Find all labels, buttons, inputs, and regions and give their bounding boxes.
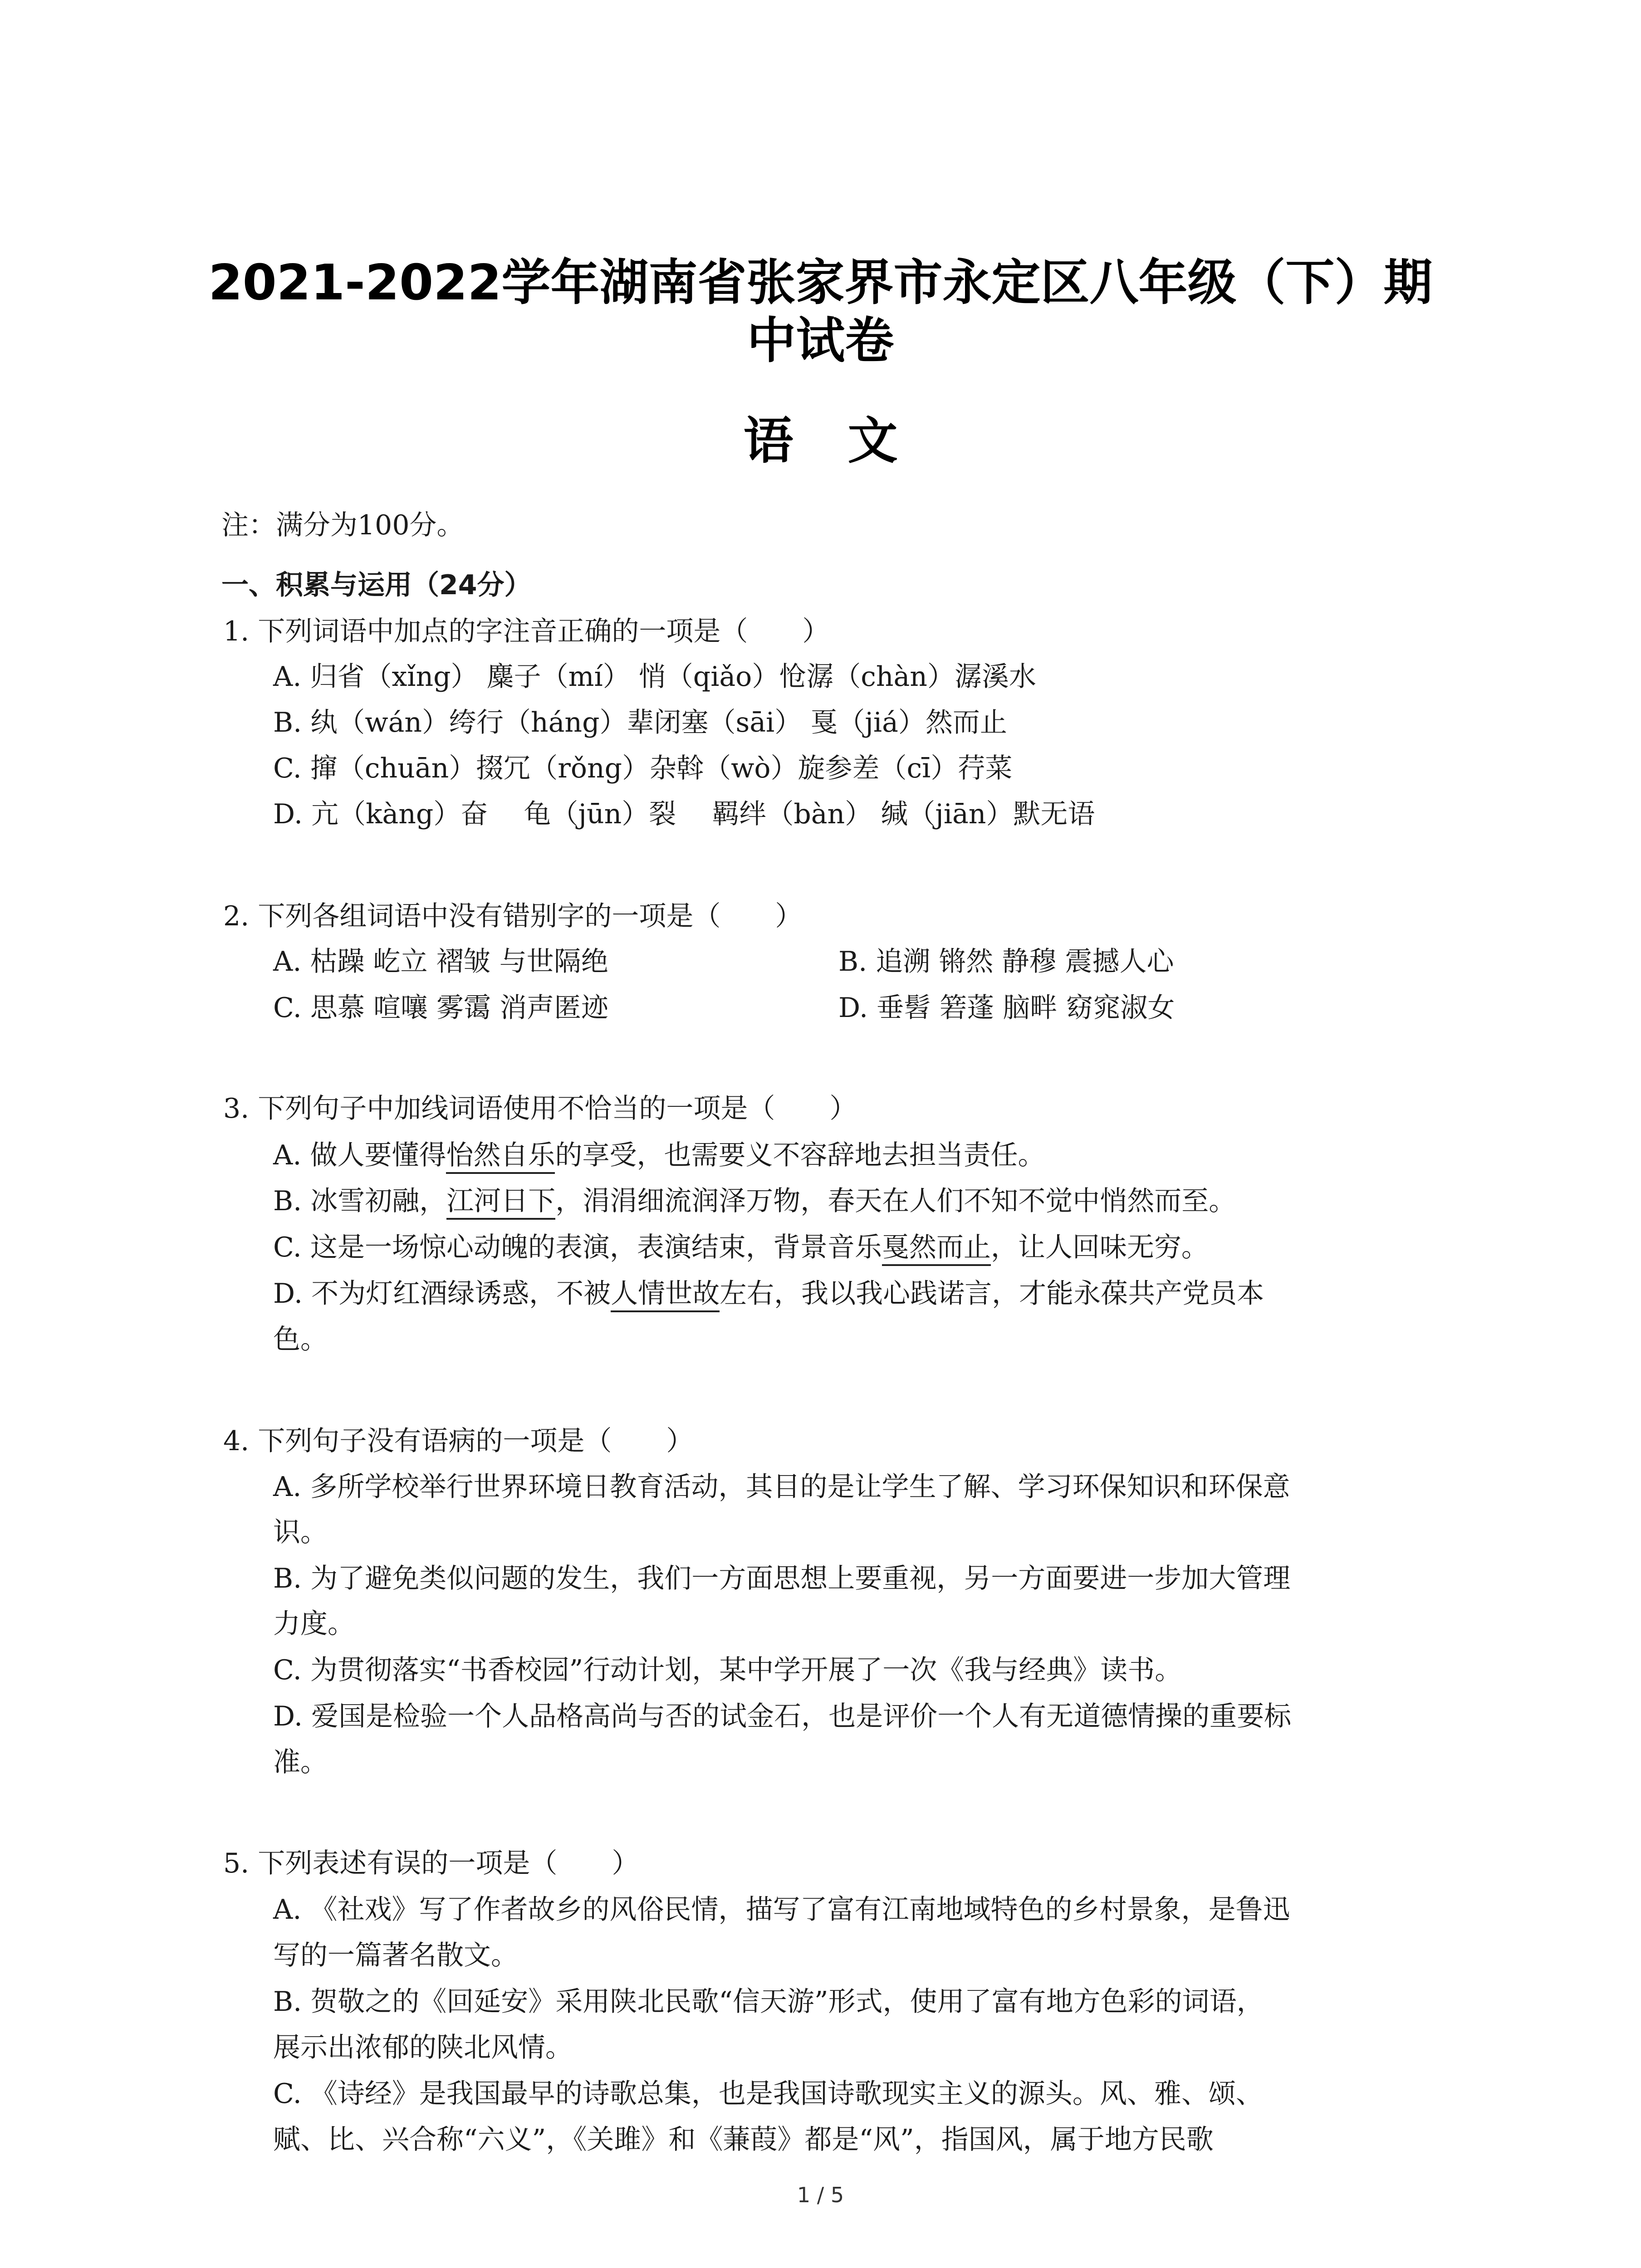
section-heading: 一、积累与运用（24分） <box>221 569 532 601</box>
question-4-option-d: D. 爱国是检验一个人品格高尚与否的试金石，也是评价一个人有无道德情操的重要标 <box>273 1701 1292 1732</box>
question-4-option-b-continued: 力度。 <box>273 1608 355 1640</box>
option-text: D. 不为灯红酒绿诱惑，不被 <box>273 1278 611 1310</box>
subject-heading: 语文 <box>743 412 952 470</box>
underlined-phrase: 怡然自乐 <box>446 1139 555 1174</box>
question-1-option-a: A. 归省（xǐng） 麋子（mí） 悄（qiǎo）怆潺（chàn）潺溪水 <box>273 661 1036 693</box>
question-2-option-a: A. 枯躁 屹立 褶皱 与世隔绝 <box>273 946 608 978</box>
question-1-option-b: B. 纨（wán）绔行（háng）辈闭塞（sāi） 戛（jiá）然而止 <box>273 707 1007 738</box>
question-4-stem: 4. 下列句子没有语病的一项是（ ） <box>223 1425 694 1457</box>
question-3-option-c <box>273 1229 1209 1266</box>
question-5-option-b-continued: 展示出浓郁的陕北风情。 <box>273 2032 573 2063</box>
underlined-phrase: 戛然而止 <box>882 1232 991 1266</box>
question-3-option-a <box>273 1137 1045 1173</box>
question-3-option-d-continued: 色。 <box>273 1324 328 1355</box>
underlined-phrase: 江河日下 <box>446 1185 555 1220</box>
question-3-option-d <box>273 1276 1264 1312</box>
exam-title-line-2: 中试卷 <box>747 313 894 369</box>
question-5-option-a-continued: 写的一篇著名散文。 <box>273 1940 518 1971</box>
question-4-option-c: C. 为贯彻落实“书香校园”行动计划，某中学开展了一次《我与经典》读书。 <box>273 1654 1182 1686</box>
question-3-stem: 3. 下列句子中加线词语使用不恰当的一项是（ ） <box>223 1093 857 1124</box>
option-text: C. 这是一场惊心动魄的表演，表演结束，背景音乐 <box>273 1232 882 1263</box>
option-text: 左右，我以我心践诺言，才能永葆共产党员本 <box>720 1278 1264 1310</box>
question-1-stem: 1. 下列词语中加点的字注音正确的一项是（ ） <box>223 616 830 647</box>
option-text: B. 冰雪初融， <box>273 1185 447 1217</box>
option-text: ，让人回味无穷。 <box>990 1232 1209 1263</box>
question-5-stem: 5. 下列表述有误的一项是（ ） <box>223 1848 639 1879</box>
question-4-option-b: B. 为了避免类似问题的发生，我们一方面思想上要重视，另一方面要进一步加大管理 <box>273 1563 1291 1594</box>
option-text: A. 做人要懂得 <box>273 1139 446 1171</box>
exam-title-line-1: 2021-2022学年湖南省张家界市永定区八年级（下）期 <box>208 254 1433 311</box>
question-2-option-c: C. 思慕 喧嚷 雾霭 消声匿迹 <box>273 992 609 1024</box>
question-1-option-c: C. 撺（chuān）掇冗（rǒng）杂斡（wò）旋参差（cī）荇菜 <box>273 753 1013 784</box>
option-text: ，涓涓细流润泽万物，春天在人们不知不觉中悄然而至。 <box>555 1185 1236 1217</box>
question-2-option-d: D. 垂髫 箬蓬 脑畔 窈窕淑女 <box>838 992 1175 1024</box>
question-4-option-d-continued: 准。 <box>273 1746 328 1778</box>
page-number: 1 / 5 <box>797 2183 844 2207</box>
score-note: 注：满分为100分。 <box>221 509 464 541</box>
question-1-option-d: D. 亢（kàng）奋 龟（jūn）裂 羁绊（bàn） 缄（jiān）默无语 <box>273 798 1095 830</box>
question-3-option-b <box>273 1183 1236 1219</box>
question-2-option-b: B. 追溯 锵然 静穆 震撼人心 <box>838 946 1174 978</box>
question-5-option-c: C. 《诗经》是我国最早的诗歌总集，也是我国诗歌现实主义的源头。风、雅、颂、 <box>273 2078 1263 2110</box>
question-2-stem: 2. 下列各组词语中没有错别字的一项是（ ） <box>223 900 803 932</box>
question-4-option-a-continued: 识。 <box>273 1516 328 1548</box>
option-text: 的享受，也需要义不容辞地去担当责任。 <box>555 1139 1045 1171</box>
question-5-option-a: A. 《社戏》写了作者故乡的风俗民情，描写了富有江南地域特色的乡村景象，是鲁迅 <box>273 1894 1290 1926</box>
question-5-option-c-continued: 赋、比、兴合称“六义”，《关雎》和《蒹葭》都是“风”，指国风，属于地方民歌 <box>273 2124 1214 2156</box>
question-5-option-b: B. 贺敬之的《回延安》采用陕北民歌“信天游”形式，使用了富有地方色彩的词语， <box>273 1986 1264 2018</box>
question-4-option-a: A. 多所学校举行世界环境日教育活动，其目的是让学生了解、学习环保知识和环保意 <box>273 1471 1290 1503</box>
underlined-phrase: 人情世故 <box>611 1278 720 1312</box>
